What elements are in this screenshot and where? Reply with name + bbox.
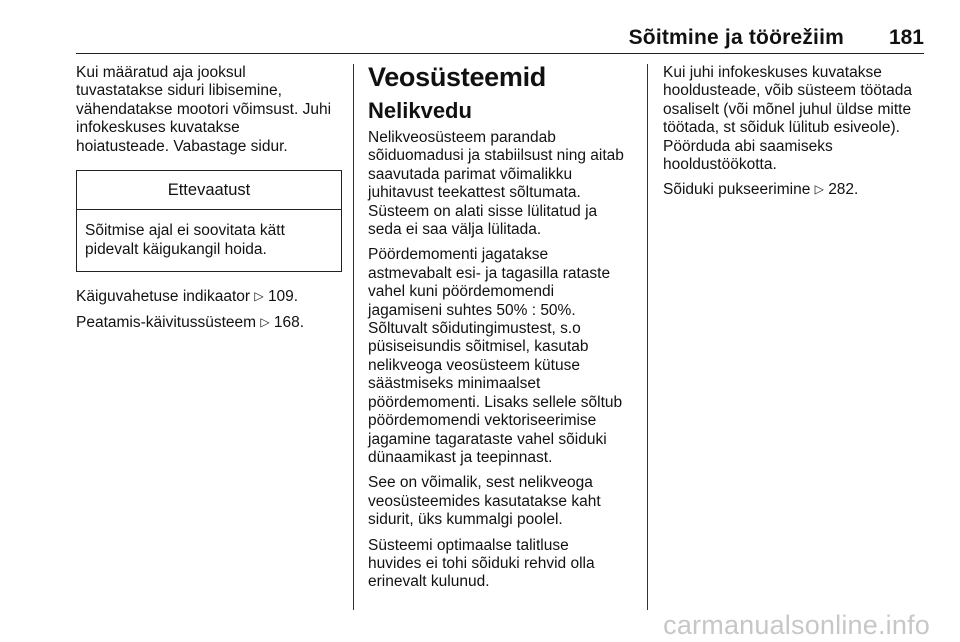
section-title: Sõitmine ja töörežiim bbox=[628, 26, 844, 49]
subsection-heading: Nelikvedu bbox=[368, 98, 472, 123]
stop-start-reference[interactable]: Peatamis-käivitussüsteem ▷ 168. bbox=[76, 313, 305, 331]
section-heading: Veosüsteemid bbox=[368, 62, 546, 92]
watermark: carmanualsonline.info bbox=[663, 610, 930, 640]
column-divider-2 bbox=[647, 64, 648, 610]
page-ref-arrow-icon: ▷ bbox=[814, 182, 824, 197]
paragraph-3: See on võimalik, sest nelikveoga veosüsteemides kasutatakse kaht sidurit, üks kummalgi poolel. bbox=[368, 474, 601, 529]
towing-reference[interactable]: Sõiduki pukseerimine ▷ 282. bbox=[663, 181, 859, 199]
service-paragraph: Kui juhi infokeskuses kuvatakse hooldusteade, võib süsteem töötada osaliselt (või mõnel juhul üldse mitte töötada, st sõiduk lülitub esiveole). Pöörduda abi saamiseks hooldustöökotta. bbox=[663, 64, 913, 174]
intro-paragraph: Kui määratud aja jooksul tuvastatakse siduri libisemine, vähendatakse mootori võimsust. Juhi infokeskuses kuvatakse hoiatusteade. Vabastage sidur. bbox=[76, 64, 332, 155]
paragraph-4: Süsteemi optimaalse talitluse huvides ei tohi sõiduki rehvid olla erinevalt kulunud. bbox=[368, 536, 595, 591]
page-header bbox=[76, 26, 924, 54]
column-divider-1 bbox=[353, 64, 354, 610]
paragraph-2: Pöördemomenti jagatakse astmevabalt esi- ja tagasilla rataste vahel kuni pöördemomendi jagamiseni suhtes 50% : 50%. Sõltuvalt sõidutingimustest, s.o püsiseisundis sõitmisel, kasutab nelikveoga veosüsteem kütuse säästmiseks minimaalset pöördemomenti. Lisaks sellele sõltub pöördemomendi vektoriseerimise jagamine tagarataste vahel sõiduki dünaamikast ja teepinnast. bbox=[368, 246, 623, 466]
paragraph-1: Nelikveosüsteem parandab sõiduomadusi ja stabiilsust ning aitab saavutada parimat võimalikku juhitavust teekattest sõltumata. Süsteem on alati sisse lülitatud ja seda ei saa välja lülitada. bbox=[368, 129, 624, 239]
caution-box bbox=[76, 170, 342, 272]
header-rule bbox=[76, 53, 924, 54]
caution-title: Ettevaatust bbox=[77, 171, 341, 210]
column-2 bbox=[368, 64, 636, 599]
column-1 bbox=[76, 64, 342, 339]
gear-indicator-reference[interactable]: Käiguvahetuse indikaator ▷ 109. bbox=[76, 288, 299, 306]
page-number: 181 bbox=[888, 26, 924, 49]
page-ref-arrow-icon: ▷ bbox=[254, 289, 264, 304]
column-3 bbox=[663, 64, 927, 207]
page-ref-arrow-icon: ▷ bbox=[260, 314, 270, 329]
caution-body: Sõitmise ajal ei soovitata kätt pidevalt käigukangil hoida. bbox=[85, 222, 285, 258]
